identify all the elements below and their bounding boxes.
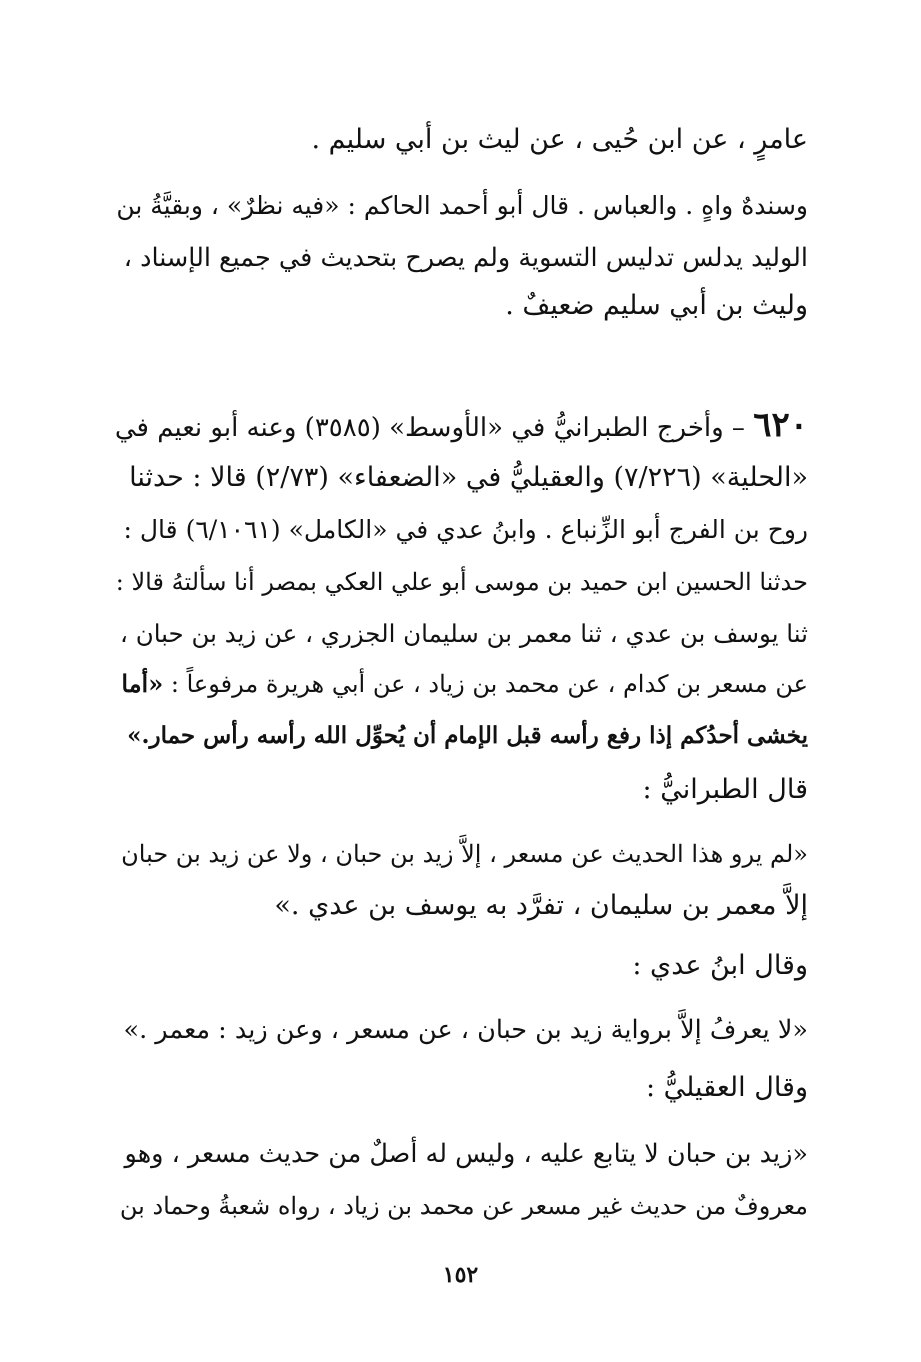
text-line: «لا يعرفُ إلاَّ برواية زيد بن حبان ، عن مسعر ، وعن زيد : معمر .» (123, 1015, 808, 1045)
text-line: قال الطبرانيُّ : (642, 774, 808, 805)
text-line: حدثنا الحسين ابن حميد بن موسى أبو علي العكي بمصر أنا سألتهُ قالا : (115, 568, 808, 596)
text-line: «زيد بن حبان لا يتابع عليه ، وليس له أصلٌ من حديث مسعر ، وهو (124, 1139, 808, 1169)
text-segment: – وأخرج الطبرانيُّ في «الأوسط» (٣٥٨٥) وعنه أبو نعيم في (114, 413, 745, 443)
text-line: معروفٌ من حديث غير مسعر عن محمد بن زياد ، رواه شعبةُ وحماد بن (119, 1192, 808, 1220)
text-line: عامرٍ ، عن ابن حُيى ، عن ليث بن أبي سليم . (311, 124, 808, 155)
text-line: الوليد يدلس تدليس التسوية ولم يصرح بتحديث في جميع الإسناد ، (123, 243, 808, 273)
text-line: وسندهٌ واهٍ . والعباس . قال أبو أحمد الحاكم : «فيه نظرٌ» ، وبقيَّةُ بن (116, 191, 808, 220)
text-line (113, 664, 808, 704)
hadith-number: ٦٢٠ (753, 405, 808, 445)
text-line: «لم يرو هذا الحديث عن مسعر ، إلاَّ زيد بن حبان ، ولا عن زيد بن حبان (121, 840, 808, 868)
text-line: وقال ابنُ عدي : (632, 950, 808, 981)
hadith-entry-line (113, 405, 808, 448)
text-line: «الحلية» (٧/٢٢٦) والعقيليُّ في «الضعفاء» (٢/٧٣) قالا : حدثنا (129, 462, 808, 493)
text-line: ثنا يوسف بن عدي ، ثنا معمر بن سليمان الجزري ، عن زيد بن حبان ، (120, 619, 808, 648)
text-line: وليث بن أبي سليم ضعيفٌ . (505, 290, 808, 321)
page-number: ١٥٢ (442, 1262, 479, 1288)
hadith-text-bold: يخشى أحدُكم إذا رفع رأسه قبل الإمام أن يُحوِّل الله رأسه رأس حمار.» (127, 722, 808, 749)
text-line: إلاَّ معمر بن سليمان ، تفرَّد به يوسف بن عدي .» (274, 890, 808, 921)
text-line: روح بن الفرج أبو الزِّنباع . وابنُ عدي في «الكامل» (٦/١٠٦١) قال : (123, 515, 808, 544)
text-segment: عن مسعر بن كدام ، عن محمد بن زياد ، عن أبي هريرة مرفوعاً : (170, 670, 808, 698)
hadith-text-bold: «أما (121, 669, 164, 698)
text-line: وقال العقيليُّ : (645, 1072, 808, 1103)
